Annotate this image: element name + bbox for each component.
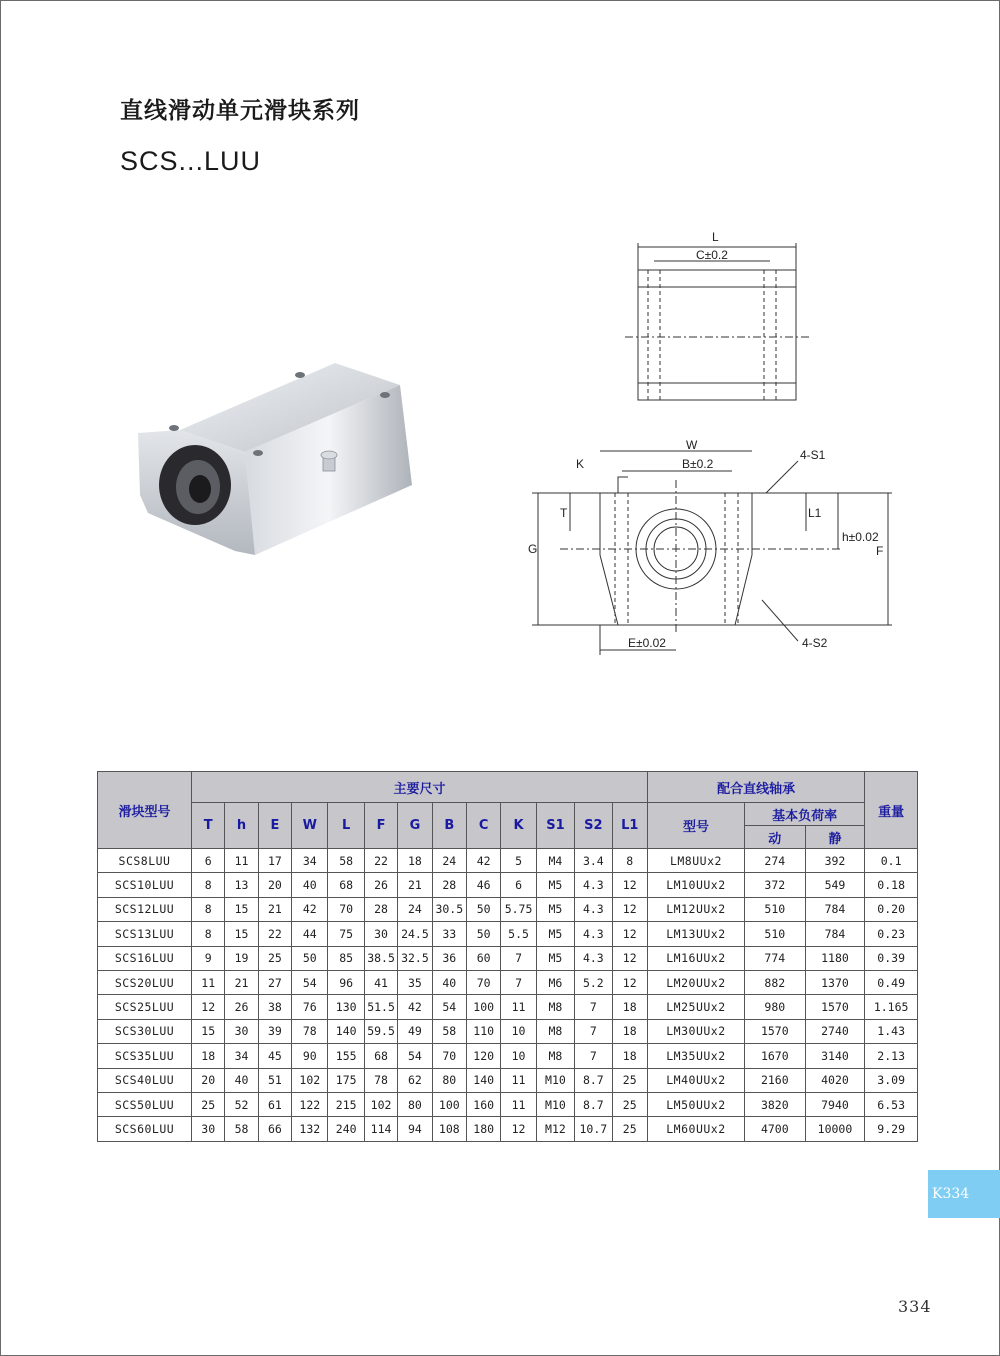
table-cell: 60 xyxy=(466,946,500,970)
table-cell: 58 xyxy=(328,849,364,873)
bearing-model-cell: LM10UUx2 xyxy=(647,873,744,897)
label-K: K xyxy=(576,457,585,471)
product-photo xyxy=(130,345,430,565)
table-cell: 70 xyxy=(432,1044,466,1068)
bearing-model-cell: LM40UUx2 xyxy=(647,1068,744,1092)
table-cell: 1180 xyxy=(805,946,865,970)
table-cell: 21 xyxy=(398,873,432,897)
table-cell: 66 xyxy=(258,1117,291,1141)
table-cell: 36 xyxy=(432,946,466,970)
table-cell: 140 xyxy=(466,1068,500,1092)
section-tab: K334 xyxy=(928,1170,1000,1218)
table-cell: 8 xyxy=(192,873,225,897)
table-cell: 392 xyxy=(805,849,865,873)
table-cell: 7 xyxy=(575,1019,612,1043)
load-rating-header: 基本负荷率 xyxy=(744,803,864,826)
table-cell: 58 xyxy=(432,1019,466,1043)
table-cell: 61 xyxy=(258,1092,291,1116)
table-cell: 85 xyxy=(328,946,364,970)
table-cell: 17 xyxy=(258,849,291,873)
bearing-header: 配合直线轴承 xyxy=(647,772,864,803)
table-cell: 21 xyxy=(225,970,258,994)
table-cell: 100 xyxy=(466,995,500,1019)
table-cell: 41 xyxy=(364,970,397,994)
table-cell: 15 xyxy=(225,922,258,946)
page-number: 334 xyxy=(898,1297,932,1316)
table-cell: 0.49 xyxy=(865,970,918,994)
table-cell: 130 xyxy=(328,995,364,1019)
table-cell: 3820 xyxy=(744,1092,805,1116)
table-cell: 3140 xyxy=(805,1044,865,1068)
table-cell: 8 xyxy=(192,922,225,946)
bearing-model-cell: LM20UUx2 xyxy=(647,970,744,994)
table-cell: 50 xyxy=(466,922,500,946)
table-cell: M5 xyxy=(536,873,574,897)
table-cell: M4 xyxy=(536,849,574,873)
table-cell: 3.4 xyxy=(575,849,612,873)
col-dynamic-header: 动 xyxy=(744,826,805,849)
table-cell: 7940 xyxy=(805,1092,865,1116)
col-E-header: E xyxy=(258,803,291,849)
table-cell: 25 xyxy=(192,1092,225,1116)
table-cell: 34 xyxy=(225,1044,258,1068)
table-cell: 40 xyxy=(432,970,466,994)
table-row xyxy=(98,995,918,1019)
table-cell: 50 xyxy=(466,897,500,921)
table-cell: 4.3 xyxy=(575,873,612,897)
table-cell: 1570 xyxy=(744,1019,805,1043)
col-G-header: G xyxy=(398,803,432,849)
table-cell: 7 xyxy=(501,946,536,970)
col-model-header: 滑块型号 xyxy=(98,772,192,849)
table-row xyxy=(98,946,918,970)
table-cell: 132 xyxy=(292,1117,328,1141)
table-row xyxy=(98,970,918,994)
table-cell: 774 xyxy=(744,946,805,970)
table-cell: 20 xyxy=(192,1068,225,1092)
table-cell: 100 xyxy=(432,1092,466,1116)
table-cell: 27 xyxy=(258,970,291,994)
table-cell: 42 xyxy=(398,995,432,1019)
table-cell: 22 xyxy=(258,922,291,946)
table-cell: 19 xyxy=(225,946,258,970)
table-cell: 25 xyxy=(612,1117,647,1141)
table-cell: 4020 xyxy=(805,1068,865,1092)
table-cell: 6 xyxy=(501,873,536,897)
table-cell: 175 xyxy=(328,1068,364,1092)
table-cell: 76 xyxy=(292,995,328,1019)
table-cell: 980 xyxy=(744,995,805,1019)
table-cell: 0.20 xyxy=(865,897,918,921)
main-dims-header: 主要尺寸 xyxy=(192,772,648,803)
table-cell: 4700 xyxy=(744,1117,805,1141)
table-cell: 68 xyxy=(364,1044,397,1068)
table-cell: 78 xyxy=(364,1068,397,1092)
table-cell: 1.43 xyxy=(865,1019,918,1043)
table-cell: 5.2 xyxy=(575,970,612,994)
table-cell: 784 xyxy=(805,897,865,921)
table-cell: 28 xyxy=(364,897,397,921)
table-cell: 42 xyxy=(292,897,328,921)
table-row xyxy=(98,1019,918,1043)
table-cell: 58 xyxy=(225,1117,258,1141)
dimension-drawing xyxy=(520,225,920,675)
table-cell: 24.5 xyxy=(398,922,432,946)
model-cell: SCS8LUU xyxy=(98,849,192,873)
table-cell: 11 xyxy=(225,849,258,873)
col-K-header: K xyxy=(501,803,536,849)
table-row xyxy=(98,1044,918,1068)
table-cell: 10.7 xyxy=(575,1117,612,1141)
table-cell: 10 xyxy=(501,1044,536,1068)
model-cell: SCS60LUU xyxy=(98,1117,192,1141)
table-cell: 784 xyxy=(805,922,865,946)
table-cell: 140 xyxy=(328,1019,364,1043)
bearing-model-cell: LM30UUx2 xyxy=(647,1019,744,1043)
table-cell: 30 xyxy=(225,1019,258,1043)
col-T-header: T xyxy=(192,803,225,849)
table-cell: 18 xyxy=(398,849,432,873)
table-cell: 33 xyxy=(432,922,466,946)
table-cell: 59.5 xyxy=(364,1019,397,1043)
table-cell: 34 xyxy=(292,849,328,873)
table-cell: M5 xyxy=(536,946,574,970)
col-bearing-model-header: 型号 xyxy=(647,803,744,849)
table-cell: 15 xyxy=(192,1019,225,1043)
table-cell: 94 xyxy=(398,1117,432,1141)
bearing-model-cell: LM12UUx2 xyxy=(647,897,744,921)
table-cell: 10 xyxy=(501,1019,536,1043)
label-S2: 4-S2 xyxy=(802,636,828,650)
table-cell: 510 xyxy=(744,897,805,921)
table-cell: 10000 xyxy=(805,1117,865,1141)
model-cell: SCS40LUU xyxy=(98,1068,192,1092)
table-cell: 12 xyxy=(612,873,647,897)
label-T: T xyxy=(560,506,568,520)
table-cell: 45 xyxy=(258,1044,291,1068)
table-cell: 0.1 xyxy=(865,849,918,873)
table-cell: 11 xyxy=(501,995,536,1019)
model-cell: SCS16LUU xyxy=(98,946,192,970)
table-cell: 9 xyxy=(192,946,225,970)
table-cell: M10 xyxy=(536,1068,574,1092)
table-cell: 12 xyxy=(612,970,647,994)
table-cell: 35 xyxy=(398,970,432,994)
table-cell: 2160 xyxy=(744,1068,805,1092)
table-cell: 120 xyxy=(466,1044,500,1068)
col-C-header: C xyxy=(466,803,500,849)
table-cell: 18 xyxy=(612,1044,647,1068)
table-cell: 26 xyxy=(225,995,258,1019)
table-cell: 78 xyxy=(292,1019,328,1043)
table-cell: 6.53 xyxy=(865,1092,918,1116)
table-cell: 96 xyxy=(328,970,364,994)
table-cell: 18 xyxy=(612,1019,647,1043)
table-cell: 3.09 xyxy=(865,1068,918,1092)
table-cell: 46 xyxy=(466,873,500,897)
table-cell: 4.3 xyxy=(575,946,612,970)
table-cell: 80 xyxy=(432,1068,466,1092)
table-cell: 180 xyxy=(466,1117,500,1141)
table-cell: 7 xyxy=(575,1044,612,1068)
label-h: h±0.02 xyxy=(842,530,879,544)
table-cell: M10 xyxy=(536,1092,574,1116)
table-row xyxy=(98,849,918,873)
table-cell: 11 xyxy=(501,1068,536,1092)
table-cell: 274 xyxy=(744,849,805,873)
table-cell: 6 xyxy=(192,849,225,873)
table-cell: 51 xyxy=(258,1068,291,1092)
model-cell: SCS50LUU xyxy=(98,1092,192,1116)
table-cell: 90 xyxy=(292,1044,328,1068)
table-cell: 22 xyxy=(364,849,397,873)
table-cell: 32.5 xyxy=(398,946,432,970)
model-cell: SCS35LUU xyxy=(98,1044,192,1068)
table-cell: 49 xyxy=(398,1019,432,1043)
label-L: L xyxy=(712,230,719,244)
table-cell: 50 xyxy=(292,946,328,970)
table-cell: 18 xyxy=(612,995,647,1019)
table-cell: M8 xyxy=(536,1044,574,1068)
table-cell: 4.3 xyxy=(575,922,612,946)
label-B: B±0.2 xyxy=(682,457,714,471)
table-cell: 30 xyxy=(364,922,397,946)
table-row xyxy=(98,873,918,897)
table-cell: 5.5 xyxy=(501,922,536,946)
model-cell: SCS25LUU xyxy=(98,995,192,1019)
table-cell: 54 xyxy=(292,970,328,994)
table-cell: 7 xyxy=(501,970,536,994)
table-cell: 108 xyxy=(432,1117,466,1141)
table-cell: 38.5 xyxy=(364,946,397,970)
table-cell: 62 xyxy=(398,1068,432,1092)
table-cell: 11 xyxy=(501,1092,536,1116)
table-cell: 26 xyxy=(364,873,397,897)
bearing-model-cell: LM8UUx2 xyxy=(647,849,744,873)
table-cell: 122 xyxy=(292,1092,328,1116)
table-cell: 1570 xyxy=(805,995,865,1019)
table-cell: 54 xyxy=(432,995,466,1019)
table-cell: M6 xyxy=(536,970,574,994)
table-cell: 11 xyxy=(192,970,225,994)
table-cell: 114 xyxy=(364,1117,397,1141)
model-cell: SCS12LUU xyxy=(98,897,192,921)
col-h-header: h xyxy=(225,803,258,849)
table-cell: 7 xyxy=(575,995,612,1019)
table-row xyxy=(98,1068,918,1092)
table-cell: 30.5 xyxy=(432,897,466,921)
table-cell: 75 xyxy=(328,922,364,946)
label-F: F xyxy=(876,544,884,558)
model-cell: SCS10LUU xyxy=(98,873,192,897)
table-cell: 52 xyxy=(225,1092,258,1116)
table-cell: 2740 xyxy=(805,1019,865,1043)
table-cell: 1370 xyxy=(805,970,865,994)
table-cell: 13 xyxy=(225,873,258,897)
table-cell: 70 xyxy=(328,897,364,921)
table-cell: 160 xyxy=(466,1092,500,1116)
table-cell: 39 xyxy=(258,1019,291,1043)
bearing-model-cell: LM25UUx2 xyxy=(647,995,744,1019)
page-title: 直线滑动单元滑块系列 xyxy=(120,98,360,124)
bearing-model-cell: LM16UUx2 xyxy=(647,946,744,970)
table-cell: 0.23 xyxy=(865,922,918,946)
col-B-header: B xyxy=(432,803,466,849)
table-row xyxy=(98,1117,918,1141)
table-cell: 21 xyxy=(258,897,291,921)
table-cell: 70 xyxy=(466,970,500,994)
label-S1: 4-S1 xyxy=(800,448,826,462)
table-cell: 8.7 xyxy=(575,1068,612,1092)
table-cell: 40 xyxy=(292,873,328,897)
table-cell: 5.75 xyxy=(501,897,536,921)
table-cell: 18 xyxy=(192,1044,225,1068)
table-cell: 2.13 xyxy=(865,1044,918,1068)
table-cell: 240 xyxy=(328,1117,364,1141)
model-cell: SCS30LUU xyxy=(98,1019,192,1043)
table-cell: 372 xyxy=(744,873,805,897)
table-cell: 28 xyxy=(432,873,466,897)
table-cell: 510 xyxy=(744,922,805,946)
table-cell: 15 xyxy=(225,897,258,921)
table-row xyxy=(98,922,918,946)
col-F-header: F xyxy=(364,803,397,849)
table-cell: 102 xyxy=(292,1068,328,1092)
table-cell: 44 xyxy=(292,922,328,946)
table-row xyxy=(98,897,918,921)
specification-table xyxy=(97,771,918,1142)
col-weight-header: 重量 xyxy=(865,772,918,849)
table-cell: 12 xyxy=(192,995,225,1019)
table-cell: 25 xyxy=(612,1092,647,1116)
table-cell: 42 xyxy=(466,849,500,873)
bearing-model-cell: LM50UUx2 xyxy=(647,1092,744,1116)
table-cell: 215 xyxy=(328,1092,364,1116)
table-cell: 24 xyxy=(432,849,466,873)
table-cell: 54 xyxy=(398,1044,432,1068)
table-cell: 8 xyxy=(192,897,225,921)
bearing-model-cell: LM13UUx2 xyxy=(647,922,744,946)
table-row xyxy=(98,1092,918,1116)
table-cell: 9.29 xyxy=(865,1117,918,1141)
table-cell: 102 xyxy=(364,1092,397,1116)
col-static-header: 静 xyxy=(805,826,865,849)
col-L-header: L xyxy=(328,803,364,849)
col-S2-header: S2 xyxy=(575,803,612,849)
table-cell: M8 xyxy=(536,1019,574,1043)
table-cell: 20 xyxy=(258,873,291,897)
table-cell: 549 xyxy=(805,873,865,897)
table-cell: 40 xyxy=(225,1068,258,1092)
table-cell: 882 xyxy=(744,970,805,994)
table-cell: 68 xyxy=(328,873,364,897)
table-cell: 5 xyxy=(501,849,536,873)
label-C: C±0.2 xyxy=(696,248,728,262)
table-cell: 80 xyxy=(398,1092,432,1116)
table-cell: 25 xyxy=(258,946,291,970)
col-S1-header: S1 xyxy=(536,803,574,849)
table-cell: 110 xyxy=(466,1019,500,1043)
model-cell: SCS20LUU xyxy=(98,970,192,994)
table-cell: M5 xyxy=(536,897,574,921)
table-cell: 155 xyxy=(328,1044,364,1068)
model-cell: SCS13LUU xyxy=(98,922,192,946)
table-cell: 12 xyxy=(501,1117,536,1141)
table-cell: M5 xyxy=(536,922,574,946)
table-cell: 12 xyxy=(612,897,647,921)
series-title: SCS...LUU xyxy=(120,146,262,176)
table-cell: 12 xyxy=(612,946,647,970)
table-cell: M12 xyxy=(536,1117,574,1141)
table-cell: 25 xyxy=(612,1068,647,1092)
label-E: E±0.02 xyxy=(628,636,666,650)
table-cell: 24 xyxy=(398,897,432,921)
label-W: W xyxy=(686,438,698,452)
table-cell: 38 xyxy=(258,995,291,1019)
table-cell: 1670 xyxy=(744,1044,805,1068)
table-cell: M8 xyxy=(536,995,574,1019)
table-cell: 30 xyxy=(192,1117,225,1141)
col-W-header: W xyxy=(292,803,328,849)
table-cell: 1.165 xyxy=(865,995,918,1019)
bearing-model-cell: LM60UUx2 xyxy=(647,1117,744,1141)
table-cell: 12 xyxy=(612,922,647,946)
col-L1-header: L1 xyxy=(612,803,647,849)
table-cell: 51.5 xyxy=(364,995,397,1019)
table-cell: 4.3 xyxy=(575,897,612,921)
label-L1: L1 xyxy=(808,506,822,520)
table-cell: 0.39 xyxy=(865,946,918,970)
table-cell: 8 xyxy=(612,849,647,873)
table-cell: 8.7 xyxy=(575,1092,612,1116)
label-G: G xyxy=(528,542,538,556)
bearing-model-cell: LM35UUx2 xyxy=(647,1044,744,1068)
table-cell: 0.18 xyxy=(865,873,918,897)
